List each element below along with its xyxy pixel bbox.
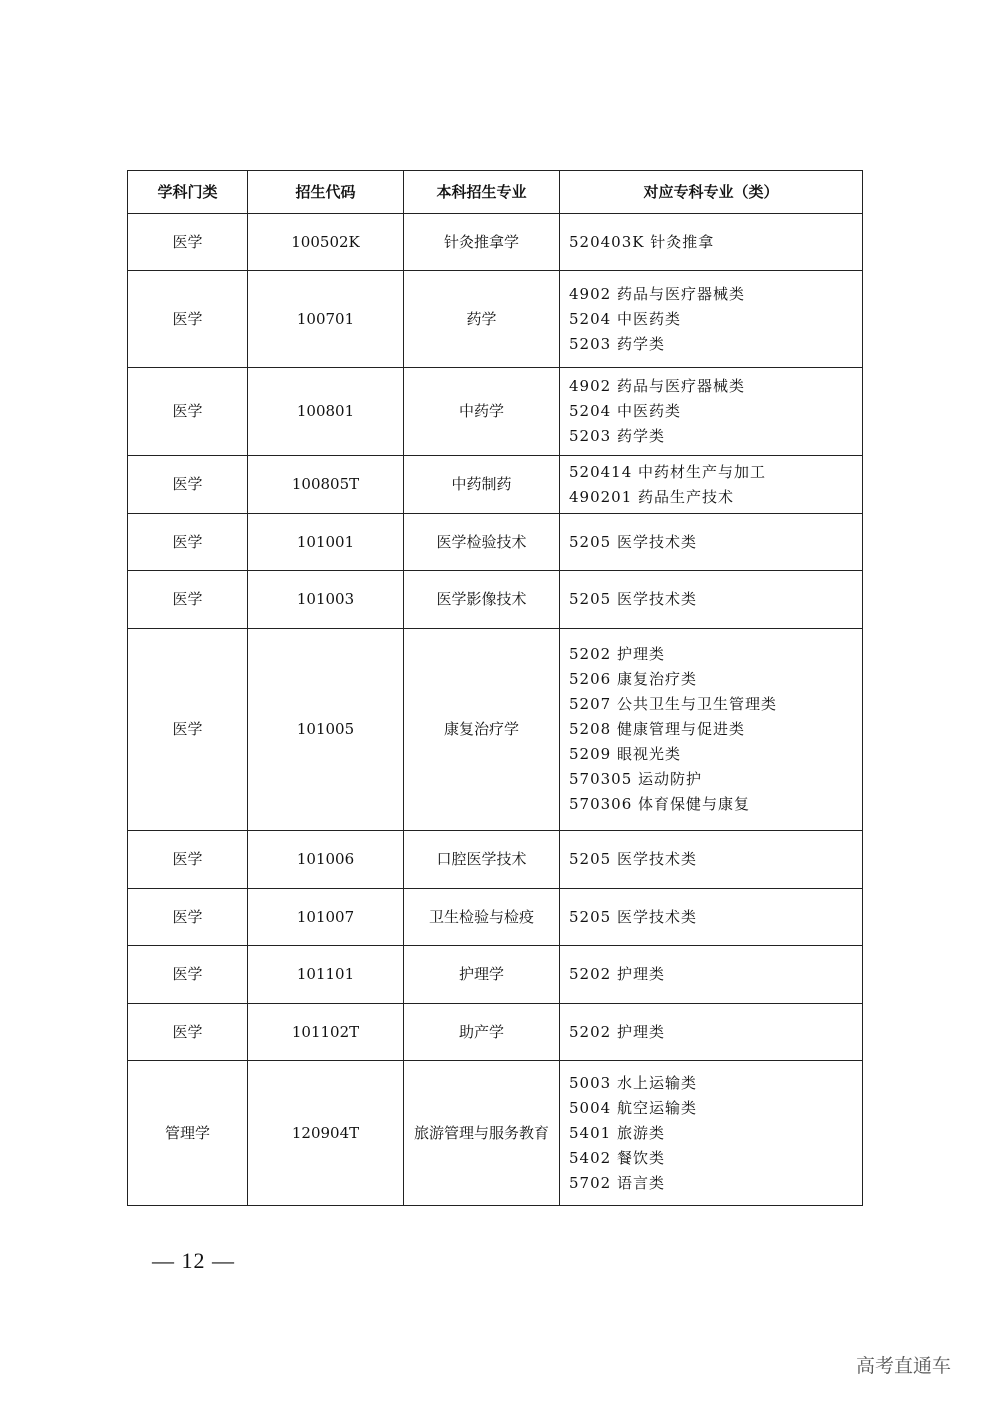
header-category: 学科门类 [128,171,248,214]
related-major-item: 5202 护理类 [569,965,665,983]
code-cell: 101005 [248,629,404,831]
related-major-item: 5203 药学类 [569,334,665,353]
category-cell: 医学 [128,271,248,368]
related-majors-cell [560,831,863,889]
table-row [128,456,863,514]
major-cell: 医学影像技术 [404,571,560,629]
major-cell: 卫生检验与检疫 [404,889,560,946]
category-cell: 医学 [128,514,248,571]
table-row [128,889,863,946]
related-major-item: 5205 医学技术类 [569,850,697,868]
major-cell: 医学检验技术 [404,514,560,571]
code-cell: 101001 [248,514,404,571]
related-majors-cell [560,271,863,368]
related-majors-cell [560,456,863,514]
related-majors-cell [560,946,863,1004]
category-cell: 医学 [128,214,248,271]
major-cell: 助产学 [404,1004,560,1061]
related-majors-cell [560,214,863,271]
category-cell: 医学 [128,1004,248,1061]
header-major: 本科招生专业 [404,171,560,214]
table-row [128,514,863,571]
major-cell: 中药学 [404,368,560,456]
related-major-item: 5204 中医药类 [569,309,681,328]
related-major-item: 490201 药品生产技术 [569,487,735,506]
code-cell: 101007 [248,889,404,946]
code-cell: 100801 [248,368,404,456]
related-major-item: 5402 餐饮类 [569,1148,665,1167]
related-major-item: 5208 健康管理与促进类 [569,720,745,738]
category-cell: 医学 [128,456,248,514]
major-cell: 护理学 [404,946,560,1004]
code-cell: 101101 [248,946,404,1004]
major-cell: 康复治疗学 [404,629,560,831]
related-major-item: 5204 中医药类 [569,402,681,420]
related-majors-cell [560,368,863,456]
category-cell: 医学 [128,571,248,629]
major-cell: 针灸推拿学 [404,214,560,271]
table-row [128,831,863,889]
related-major-item: 520414 中药材生产与加工 [569,462,767,481]
code-cell: 120904T [248,1061,404,1206]
table-row [128,271,863,368]
table-row [128,571,863,629]
major-cell: 药学 [404,271,560,368]
related-major-item: 570306 体育保健与康复 [569,795,751,813]
related-major-item: 570305 运动防护 [569,770,703,788]
category-cell: 医学 [128,889,248,946]
category-cell: 医学 [128,946,248,1004]
watermark-text: 高考直通车 [856,1355,952,1377]
related-major-item: 520403K 针灸推拿 [569,232,715,251]
related-major-item: 5004 航空运输类 [569,1098,697,1117]
related-major-item: 5205 医学技术类 [569,907,697,926]
header-related: 对应专科专业（类） [560,171,863,214]
related-majors-cell [560,514,863,571]
category-cell: 医学 [128,629,248,831]
major-cell: 中药制药 [404,456,560,514]
related-major-item: 5202 护理类 [569,1022,665,1041]
table-row [128,214,863,271]
related-major-item: 5209 眼视光类 [569,745,681,763]
related-majors-cell [560,629,863,831]
related-majors-cell [560,571,863,629]
page-number: — 12 — [152,1248,235,1273]
category-cell: 医学 [128,831,248,889]
table-header-row [128,171,863,214]
major-cell: 口腔医学技术 [404,831,560,889]
category-cell: 管理学 [128,1061,248,1206]
related-major-item: 5207 公共卫生与卫生管理类 [569,695,777,713]
related-major-item: 5203 药学类 [569,427,665,445]
code-cell: 101003 [248,571,404,629]
related-major-item: 5401 旅游类 [569,1123,665,1142]
header-code: 招生代码 [248,171,404,214]
table-row [128,946,863,1004]
related-major-item: 5205 医学技术类 [569,532,697,551]
table-row [128,368,863,456]
code-cell: 100502K [248,214,404,271]
related-major-item: 5205 医学技术类 [569,590,697,608]
category-cell: 医学 [128,368,248,456]
major-cell: 旅游管理与服务教育 [404,1061,560,1206]
code-cell: 101102T [248,1004,404,1061]
code-cell: 100701 [248,271,404,368]
majors-table [127,170,863,1206]
related-major-item: 5702 语言类 [569,1173,665,1192]
related-majors-cell [560,889,863,946]
related-major-item: 5206 康复治疗类 [569,670,697,688]
code-cell: 100805T [248,456,404,514]
related-major-item: 5003 水上运输类 [569,1073,697,1092]
related-major-item: 4902 药品与医疗器械类 [569,377,745,395]
related-majors-cell [560,1004,863,1061]
table-row [128,1004,863,1061]
table-row [128,629,863,831]
related-major-item: 5202 护理类 [569,645,665,663]
related-majors-cell [560,1061,863,1206]
table-row [128,1061,863,1206]
related-major-item: 4902 药品与医疗器械类 [569,284,745,303]
code-cell: 101006 [248,831,404,889]
